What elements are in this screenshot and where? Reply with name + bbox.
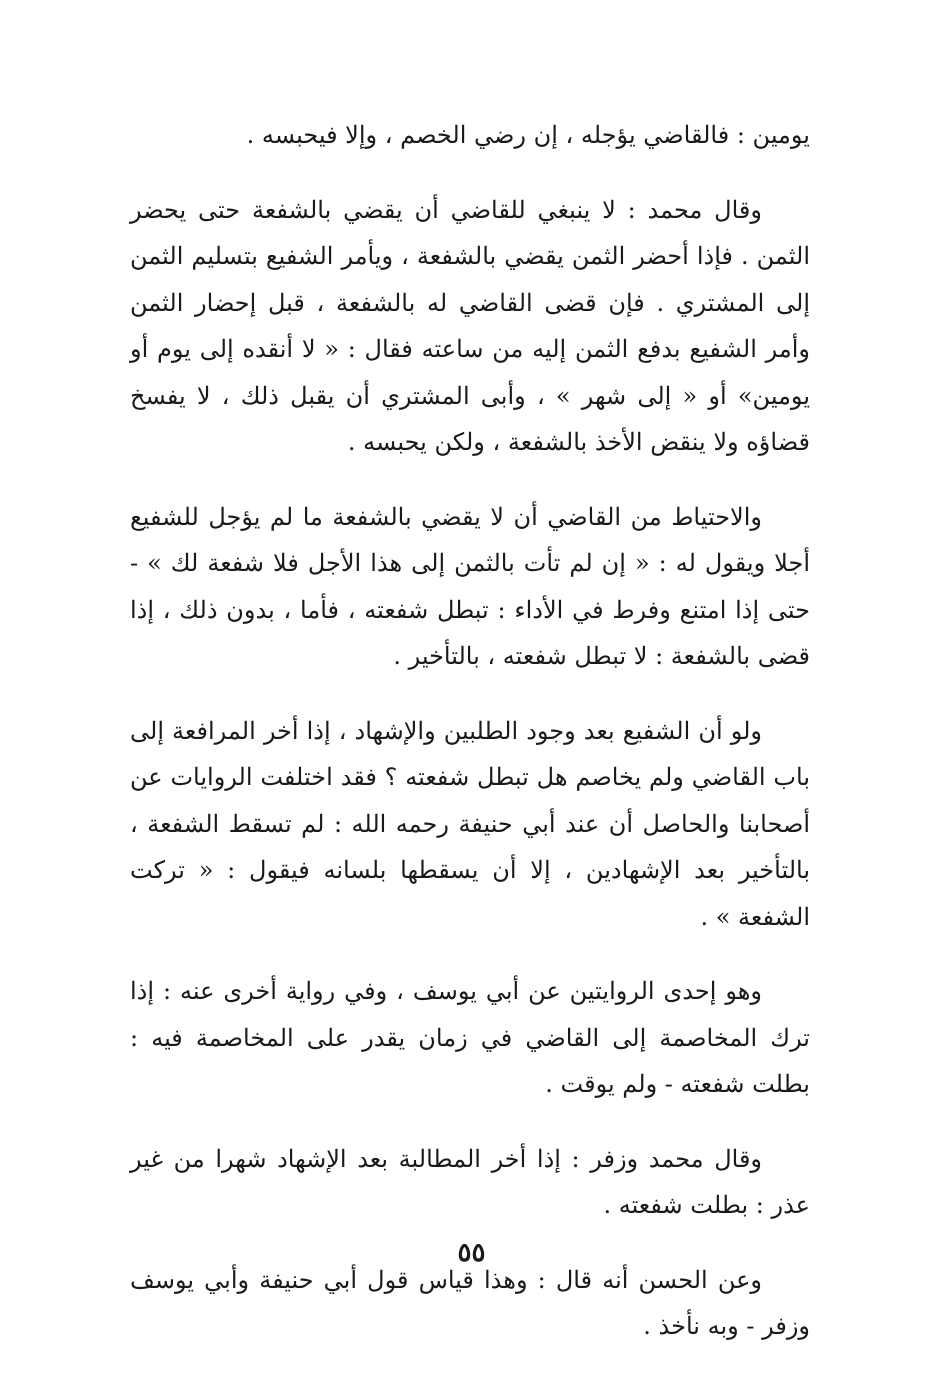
paragraph-2: وقال محمد : لا ينبغي للقاضي أن يقضي بالشفعة حتى يحضر الثمن . فإذا أحضر الثمن يقضي بالشفعة ، ويأمر الشفيع بتسليم الثمن إلى المشتري . فإن قضى القاضي له بالشفعة ، قبل إحضار الثمن وأمر الشفيع بدفع الثمن إليه من ساعته فقال : « لا أنقده إلى يوم أو يومين» أو « إلى شهر » ، وأبى المشتري أن يقبل ذلك ، لا يفسخ قضاؤه ولا ينقض الأخذ بالشفعة ، ولكن يحبسه . — [130, 195, 810, 456]
page-number: ٥٥ — [457, 1238, 486, 1268]
paragraph-6: وقال محمد وزفر : إذا أخر المطالبة بعد الإشهاد شهرا من غير عذر : بطلت شفعته . — [130, 1144, 810, 1219]
paragraph-5: وهو إحدى الروايتين عن أبي يوسف ، وفي رواية أخرى عنه : إذا ترك المخاصمة إلى القاضي في زمان يقدر على المخاصمة فيه : بطلت شفعته - ولم يوقت . — [130, 977, 810, 1098]
paragraph-1: يومين : فالقاضي يؤجله ، إن رضي الخصم ، وإلا فيحبسه . — [246, 121, 810, 149]
paragraph-3: والاحتياط من القاضي أن لا يقضي بالشفعة ما لم يؤجل للشفيع أجلا ويقول له : « إن لم تأت بالثمن إلى هذا الأجل فلا شفعة لك » - حتى إذا امتنع وفرط في الأداء : تبطل شفعته ، فأما ، بدون ذلك ، إذا قضى بالشفعة : لا تبطل شفعته ، بالتأخير . — [130, 502, 810, 670]
paragraph-4: ولو أن الشفيع بعد وجود الطلبين والإشهاد ، إذا أخر المرافعة إلى باب القاضي ولم يخاصم هل تبطل شفعته ؟ فقد اختلفت الروايات عن أصحابنا والحاصل أن عند أبي حنيفة رحمه الله : لم تسقط الشفعة ، بالتأخير بعد الإشهادين ، إلا أن يسقطها بلسانه فيقول : « تركت الشفعة » . — [130, 716, 810, 931]
paragraph-7: وعن الحسن أنه قال : وهذا قياس قول أبي حنيفة وأبي يوسف وزفر - وبه نأخذ . — [130, 1265, 810, 1340]
page-body-text — [130, 112, 810, 1350]
